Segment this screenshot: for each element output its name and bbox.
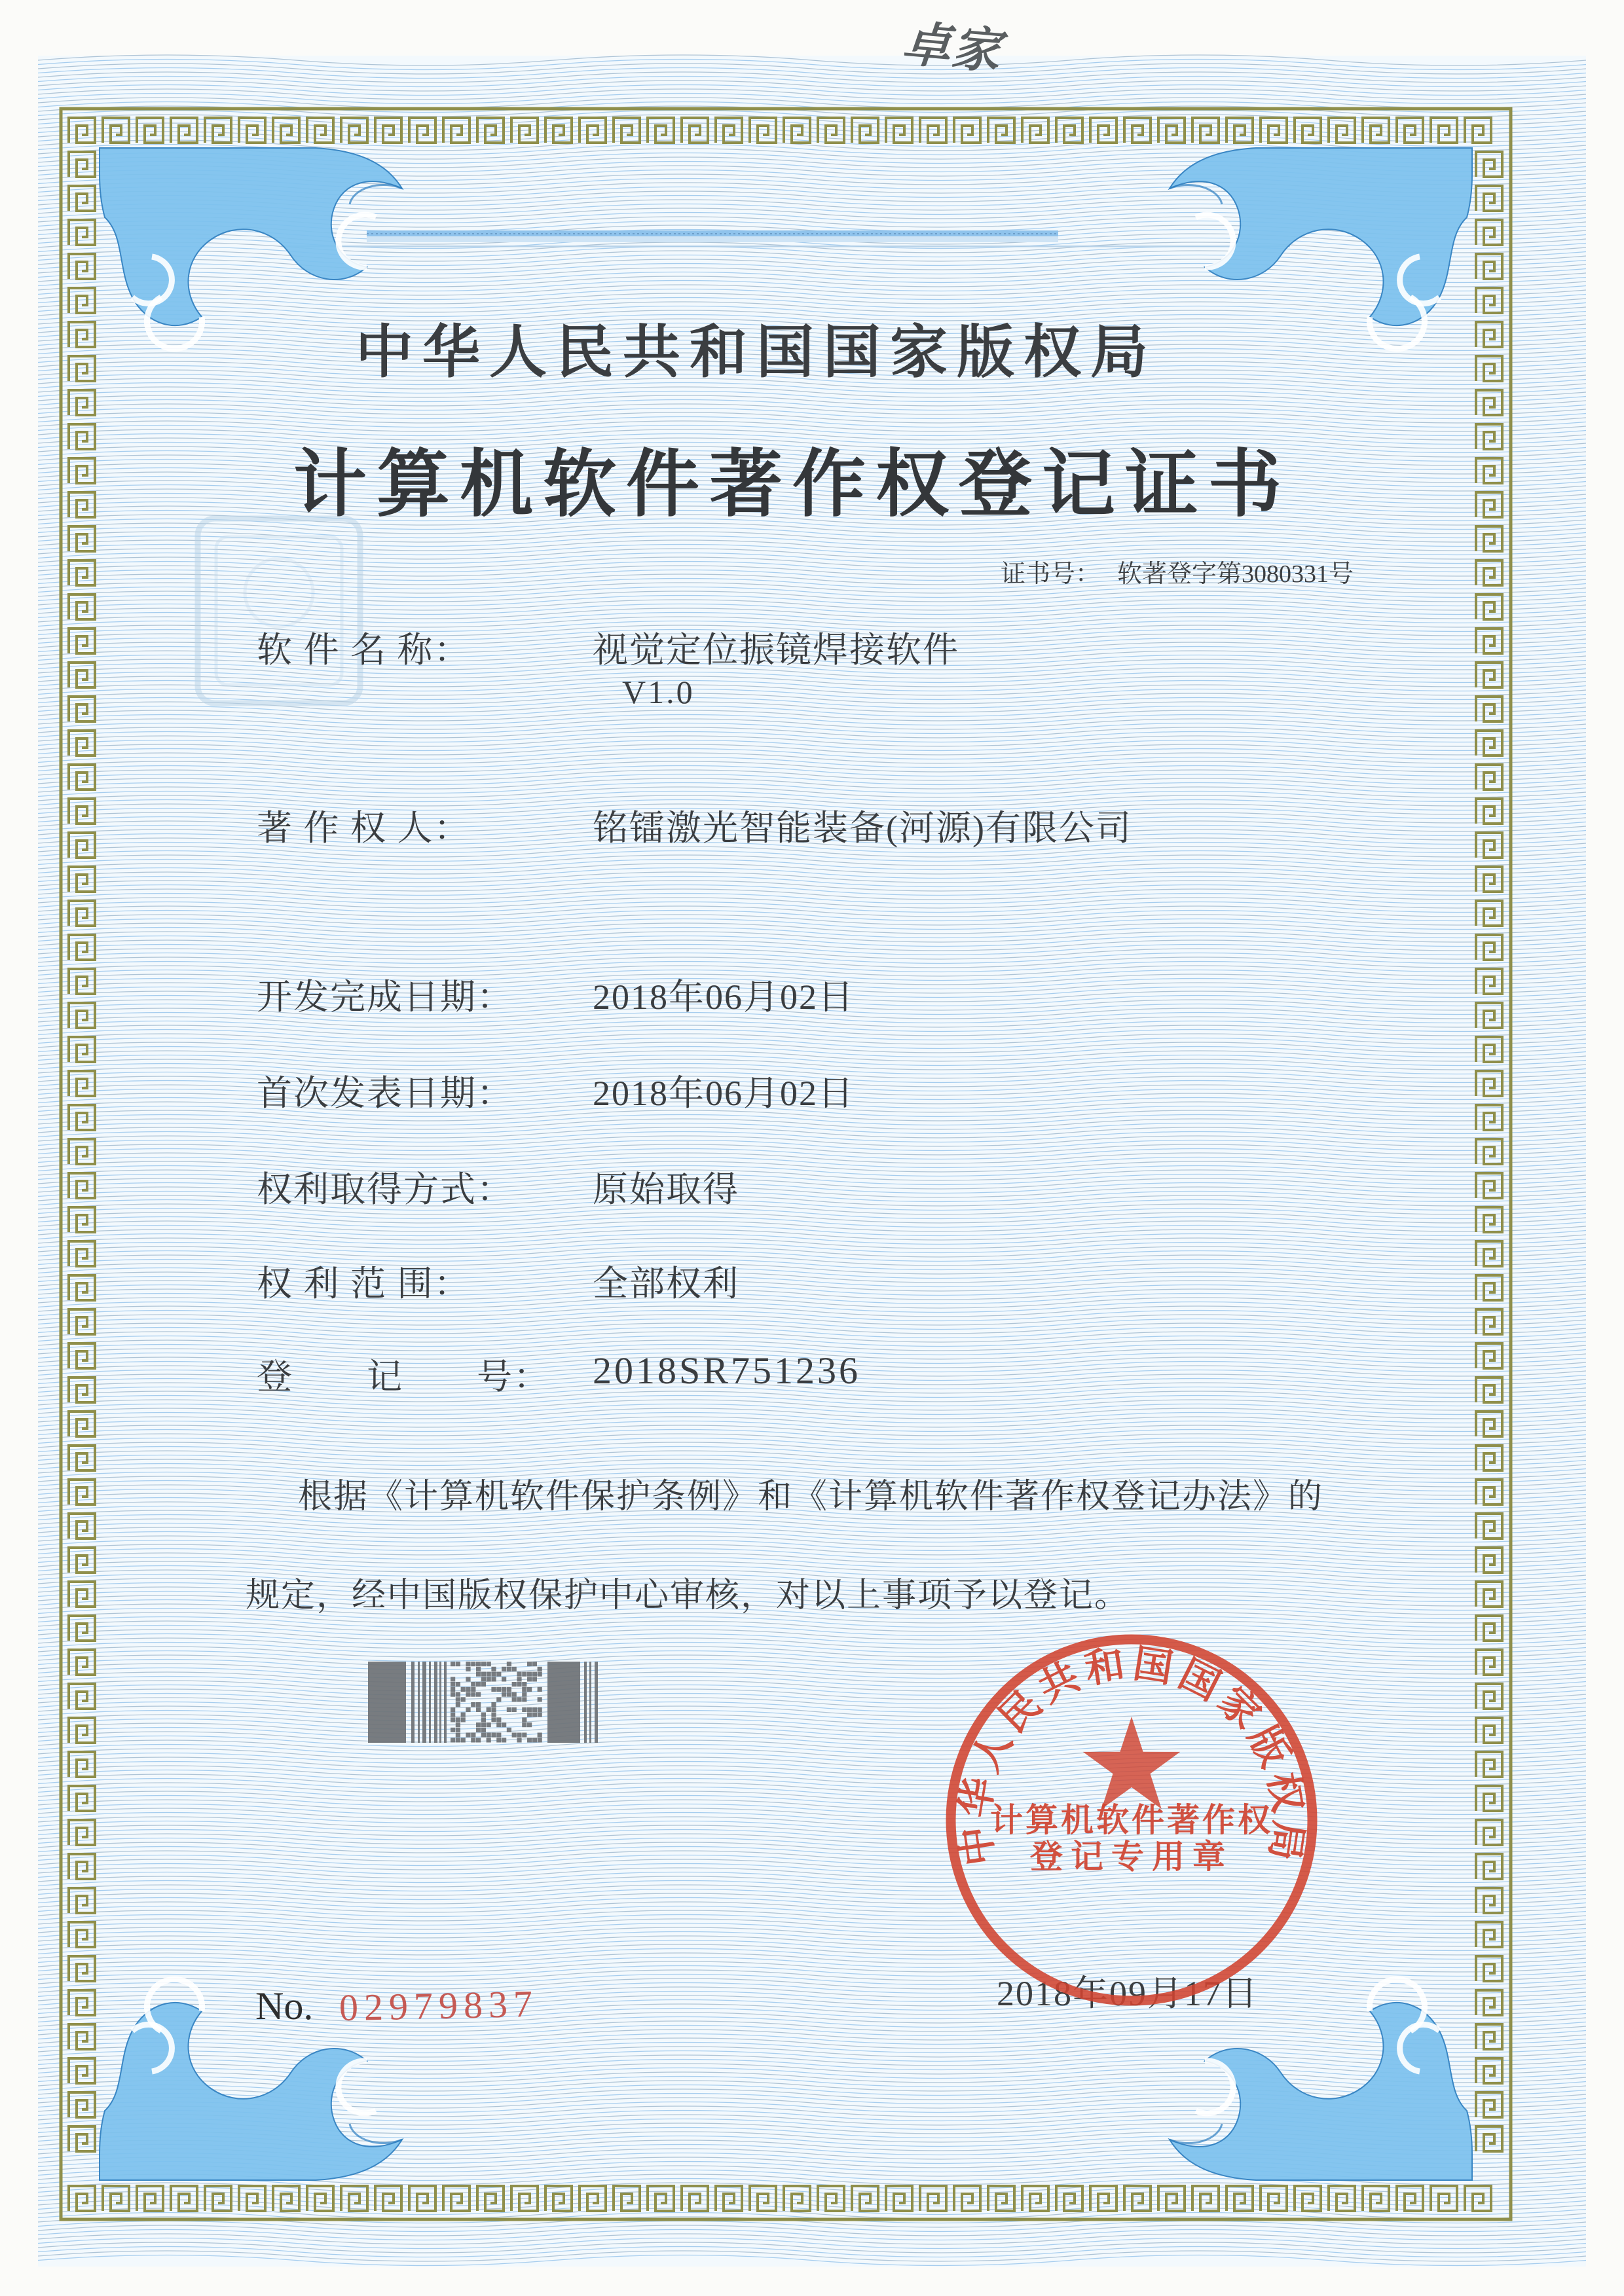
- field-value: 全部权利: [593, 1264, 739, 1303]
- certificate-title: 计算机软件著作权登记证书: [293, 445, 1291, 526]
- certificate-number-line: [1001, 553, 1354, 589]
- field-label: 权 利 范 围：: [257, 1264, 471, 1303]
- field-row-rights-acquisition: [257, 1161, 739, 1212]
- certificate-number-label: 证书号：: [1001, 560, 1101, 588]
- field-label: 登 记 号：: [257, 1357, 550, 1396]
- official-seal: [930, 1615, 1336, 2021]
- serial-number: 02979837: [339, 1982, 539, 2030]
- seal-star-icon: [1083, 1717, 1180, 1809]
- field-label: 软 件 名 称：: [257, 630, 471, 670]
- seal-arc-text: 中华人民共和国国家版权局: [952, 1641, 1311, 1868]
- field-value: 2018年06月02日: [593, 1074, 855, 1113]
- field-row-rights-scope: [257, 1256, 739, 1306]
- field-row-registration-number: [257, 1349, 860, 1399]
- field-row-copyright-holder: [257, 800, 1132, 850]
- serial-label: No.: [255, 1984, 314, 2028]
- field-label: 开发完成日期：: [257, 977, 513, 1017]
- field-label: 首次发表日期：: [257, 1074, 513, 1113]
- field-value: 2018SR751236: [593, 1349, 860, 1392]
- seal-line2: 登记专用章: [1030, 1838, 1233, 1875]
- statement-line-1: 根据《计算机软件保护条例》和《计算机软件著作权登记办法》的: [298, 1478, 1324, 1516]
- page-title: 中华人民共和国国家版权局: [355, 321, 1158, 385]
- field-row-software-name: [257, 622, 959, 672]
- seal-date: 2018年09月17日: [997, 1974, 1259, 2013]
- certificate-number-value: 软著登字第3080331号: [1117, 560, 1354, 588]
- field-value: 视觉定位振镜焊接软件: [593, 630, 959, 670]
- seal-line1: 计算机软件著作权: [990, 1802, 1273, 1838]
- statement-line-2: 规定，经中国版权保护中心审核，对以上事项予以登记。: [246, 1577, 1130, 1614]
- field-value: 原始取得: [593, 1170, 739, 1209]
- software-version: V1.0: [622, 674, 695, 710]
- field-row-first-publication-date: [257, 1065, 855, 1116]
- field-value: 2018年06月02日: [593, 977, 855, 1017]
- field-label: 著 作 权 人：: [257, 809, 471, 848]
- serial-number-line: [255, 1984, 538, 2029]
- field-row-development-date: [257, 969, 855, 1019]
- handwritten-annotation: 卓家: [900, 17, 1004, 80]
- field-value: 铭镭激光智能装备(河源)有限公司: [593, 809, 1132, 848]
- field-label: 权利取得方式：: [257, 1170, 513, 1209]
